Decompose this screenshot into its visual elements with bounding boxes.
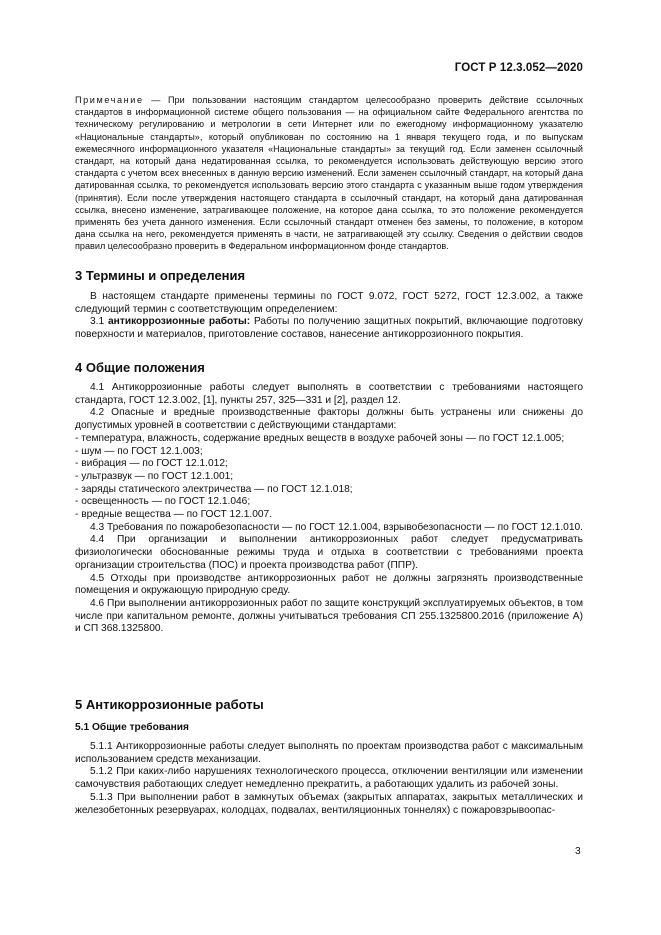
paragraph-4-1: 4.1 Антикоррозионные работы следует выполнять в соответствии с требованиями настоящего стандарта, ГОСТ 12.3.002, [1], пункты 257, 325—331 и [2], раздел 12. — [75, 382, 583, 406]
list-item: - ультразвук — по ГОСТ 12.1.001; — [75, 470, 234, 482]
paragraph-4-2: 4.2 Опасные и вредные производственные факторы должны быть устранены или снижены до допустимых уровней в соответствии с действующими стандартами: — [75, 407, 583, 432]
reference-note — [75, 94, 583, 253]
note-label: Примечание — [75, 95, 144, 105]
page-number: 3 — [575, 846, 581, 857]
term-name: антикоррозионные работы: — [108, 316, 251, 328]
list-item: - освещенность — по ГОСТ 12.1.046; — [75, 496, 251, 508]
list-item: - шум — по ГОСТ 12.1.003; — [75, 445, 203, 457]
term-text: Работы по получению защитных покрытий, включающие подготовку поверхности и материалов, приготовление составов, нанесение антикоррозионного покрытия. — [75, 316, 584, 341]
section-3-body — [75, 291, 583, 342]
list-item: - температура, влажность, содержание вредных веществ в воздухе рабочей зоны — по ГОСТ 12.1.005; — [75, 432, 565, 444]
section-3-intro: В настоящем стандарте применены термины по ГОСТ 9.072, ГОСТ 5272, ГОСТ 12.3.002, а также следующий термин с соответствующим определением: — [75, 291, 583, 315]
section-5-title: 5 Антикоррозионные работы — [75, 697, 264, 712]
term-number: 3.1 — [90, 316, 109, 328]
subsection-5-1-title: 5.1 Общие требования — [75, 722, 189, 733]
term-definition — [75, 316, 583, 341]
paragraph-4-6: 4.6 При выполнении антикоррозионных работ по защите конструкций эксплуатируемых объектов, в том числе при капитальном ремонте, должны учитываться требования СП 255.1325800.2016 (приложение А) и СП 368.1325800. — [75, 597, 583, 635]
note-paragraph — [75, 94, 583, 253]
paragraph-5-1-2: 5.1.2 При каких-либо нарушениях технологического процесса, отключении вентиляции или изменении самочувствия работающих следует немедленно прекратить, а работающих удалить из рабочей зоны. — [75, 766, 583, 791]
document-id-header: ГОСТ Р 12.3.052—2020 — [454, 62, 583, 74]
section-5-body — [75, 741, 583, 817]
list-item: - вибрация — по ГОСТ 12.1.012; — [75, 458, 228, 470]
paragraph-4-5: 4.5 Отходы при производстве антикоррозионных работ не должны загрязнять производственные помещения и окружающую природную среду. — [75, 572, 583, 597]
note-text: — При пользовании настоящим стандартом целесообразно проверить действие ссылочных стандартов в информационной системе общего пользования — на официальном сайте Федерального агентства по техническому регулированию и метрологии в сети Интернет или по ежегодному информационному указателю «Национальные стандарты», который опубликован по состоянию на 1 января текущего года, и по выпускам ежемесячного информационного указателя «Национальные стандарты» за текущий год. Если заменен ссылочный стандарт, на который дана недатированная ссылка, то рекомендуется использовать действующую версию этого стандарта с учетом всех внесенных в данную версию изменений. Если заменен ссылочный стандарт, на который дана датированная ссылка, то рекомендуется использовать версию этого стандарта с указанным выше годом утверждения (принятия). Если после утверждения настоящего стандарта в ссылочный стандарт, на который дана датированная ссылка, внесено изменение, затрагивающее положение, на которое дана ссылка, то это положение рекомендуется применять без учета данного изменения. Если ссылочный стандарт отменен без замены, то положение, в котором дана ссылка на него, рекомендуется применять в части, не затрагивающей эту ссылку. Сведения о действии сводов правил целесообразно проверить в Федеральном информационном фонде стандартов. — [75, 95, 583, 252]
list-item: - вредные вещества — по ГОСТ 12.1.007. — [75, 509, 273, 521]
section-4-body — [75, 382, 583, 636]
section-4-title: 4 Общие положения — [75, 360, 205, 375]
paragraph-5-1-3: 5.1.3 При выполнении работ в замкнутых объемах (закрытых аппаратах, закрытых металлических и железобетонных резервуарах, колодцах, подвалах, вентиляционных тоннелях) с пожаровзрывоопас- — [75, 791, 583, 816]
section-3-title: 3 Термины и определения — [75, 268, 246, 283]
paragraph-5-1-1: 5.1.1 Антикоррозионные работы следует выполнять по проектам производства работ с максимальным использованием средств механизации. — [75, 741, 583, 765]
paragraph-4-3: 4.3 Требования по пожаробезопасности — по ГОСТ 12.1.004, взрывобезопасности — по ГОСТ 12.1.010. — [90, 521, 584, 533]
list-item: - заряды статического электричества — по ГОСТ 12.1.018; — [75, 483, 353, 495]
paragraph-4-4: 4.4 При организации и выполнении антикоррозионных работ следует предусматривать физиологически обоснованные режимы труда и отдыха в соответствии с требованиями проекта организации строительства (ПОС) и проекта производства работ (ППР). — [75, 534, 583, 571]
